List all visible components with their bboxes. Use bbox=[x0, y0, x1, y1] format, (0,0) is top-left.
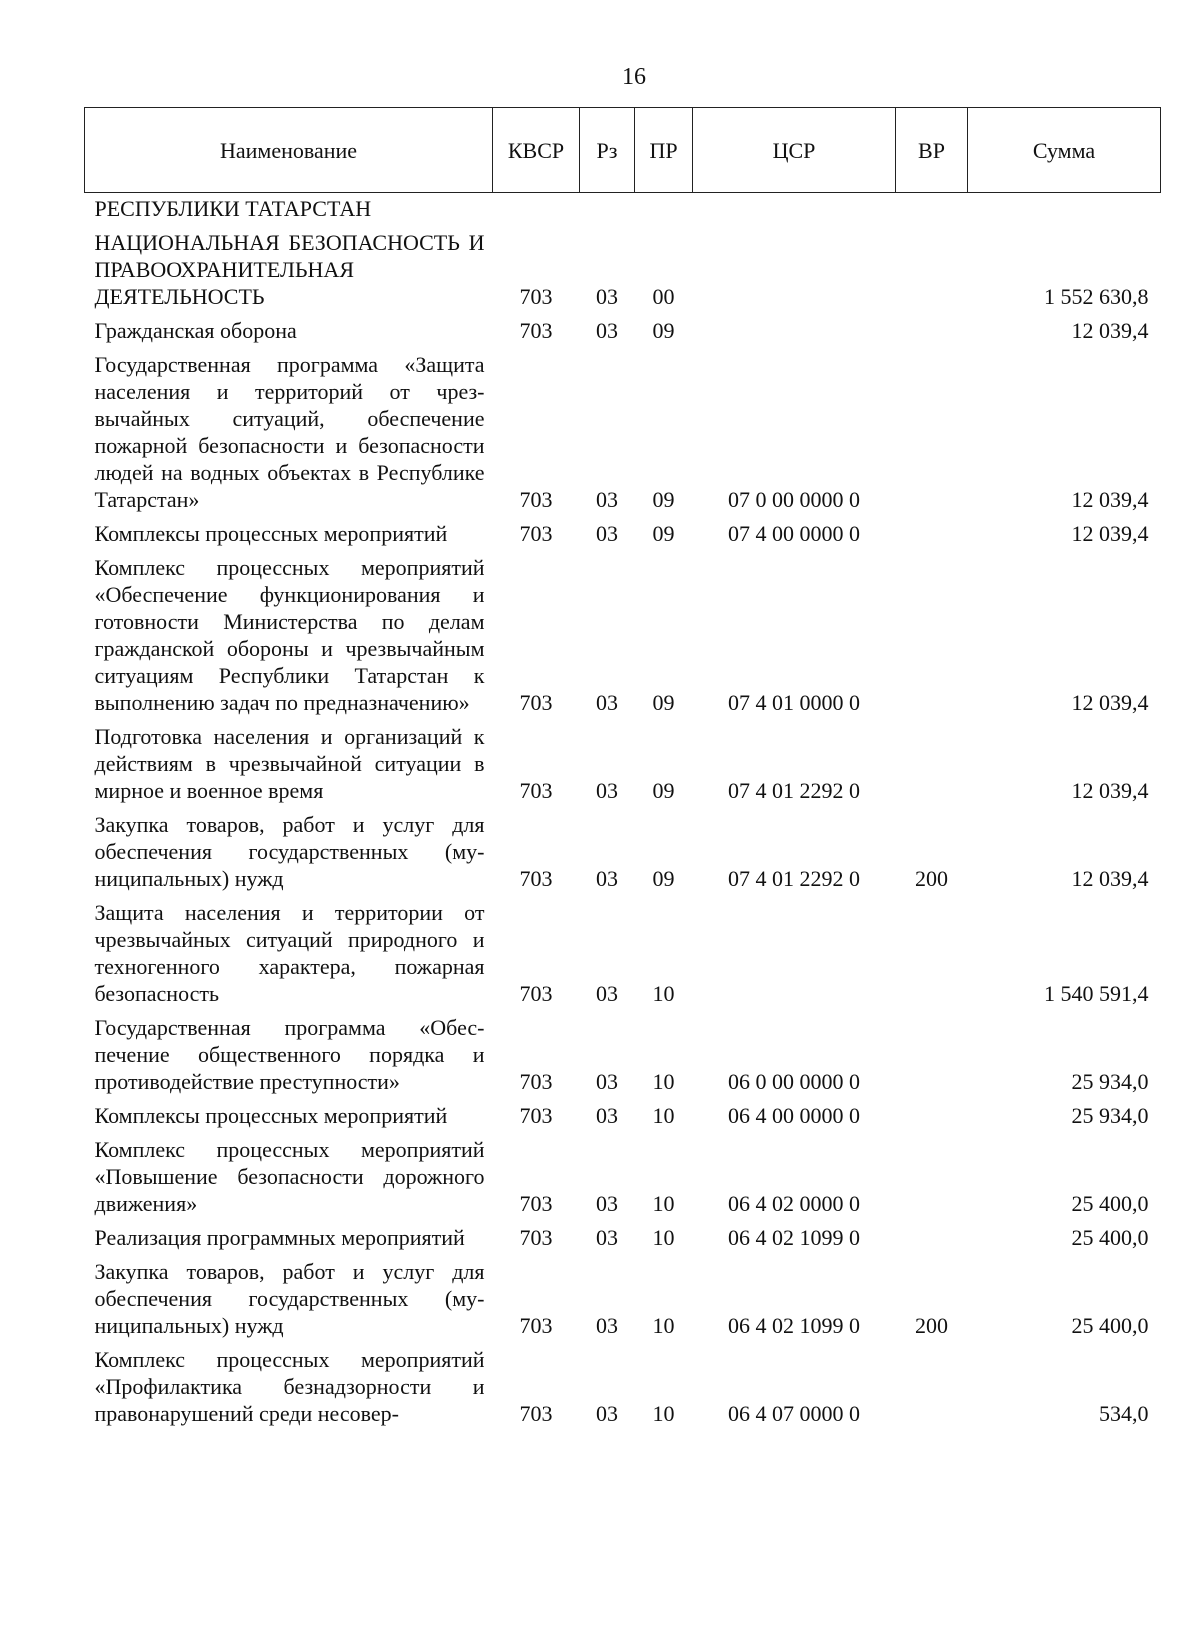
cell-csr: 06 4 07 0000 0 bbox=[728, 1401, 860, 1426]
table-row bbox=[85, 1011, 1161, 1099]
cell-rz: 03 bbox=[596, 487, 618, 512]
cell-vr bbox=[896, 193, 968, 227]
cell-name: НАЦИОНАЛЬНАЯ БЕЗОПАСНОСТЬ И ПРАВООХРАНИТЕЛЬНАЯ ДЕЯТЕЛЬНОСТЬ bbox=[94, 230, 485, 309]
cell-name: Комплекс процессных мероприятий «Обеспечение функционирования и готовности Министерства по делам гражданской обороны и чрезвычайным ситуациям Республики Татарстан к выполнению задач по предназначению» bbox=[94, 555, 485, 715]
cell-vr bbox=[896, 348, 968, 517]
table-row bbox=[85, 1099, 1161, 1133]
cell-vr bbox=[896, 551, 968, 720]
cell-vr bbox=[896, 1011, 968, 1099]
cell-sum: 25 400,0 bbox=[1071, 1191, 1149, 1216]
cell-kvsr: 703 bbox=[519, 1103, 553, 1128]
header-vr: ВР bbox=[896, 108, 968, 193]
cell-vr bbox=[896, 896, 968, 1011]
cell-sum: 12 039,4 bbox=[1071, 521, 1149, 546]
cell-csr: 07 4 01 2292 0 bbox=[728, 778, 860, 803]
header-csr: ЦСР bbox=[693, 108, 896, 193]
cell-csr: 06 4 02 1099 0 bbox=[728, 1225, 860, 1250]
cell-rz: 03 bbox=[596, 521, 618, 546]
cell-sum: 1 552 630,8 bbox=[1044, 284, 1149, 309]
cell-name: Гражданская оборона bbox=[94, 318, 297, 343]
cell-pr: 09 bbox=[652, 778, 675, 803]
cell-sum: 1 540 591,4 bbox=[1044, 981, 1149, 1006]
cell-csr bbox=[693, 193, 896, 227]
cell-kvsr: 703 bbox=[519, 1313, 553, 1338]
cell-pr: 09 bbox=[652, 521, 675, 546]
cell-kvsr bbox=[493, 193, 580, 227]
cell-sum: 12 039,4 bbox=[1071, 866, 1149, 891]
cell-kvsr: 703 bbox=[519, 521, 553, 546]
cell-sum: 25 400,0 bbox=[1071, 1313, 1149, 1338]
table-header bbox=[85, 108, 1161, 193]
cell-kvsr: 703 bbox=[519, 1225, 553, 1250]
table-row bbox=[85, 193, 1161, 227]
cell-rz bbox=[580, 193, 635, 227]
cell-csr: 06 0 00 0000 0 bbox=[728, 1069, 860, 1094]
cell-vr bbox=[896, 1133, 968, 1221]
cell-name: Государственная программа «Защита населения и территорий от чрезвычайных ситуаций, обеспечение пожарной безопасности и безопасности людей на водных объектах в Республике Татарстан» bbox=[94, 352, 485, 512]
cell-csr: 06 4 02 0000 0 bbox=[728, 1191, 860, 1216]
cell-vr bbox=[896, 1099, 968, 1133]
table-row bbox=[85, 1343, 1161, 1431]
cell-kvsr: 703 bbox=[519, 318, 553, 343]
cell-name: РЕСПУБЛИКИ ТАТАРСТАН bbox=[94, 196, 372, 221]
cell-csr bbox=[693, 226, 896, 314]
cell-name: Комплекс процессных мероприятий «Повышение безопасности дорожного движения» bbox=[94, 1137, 485, 1216]
cell-vr bbox=[896, 1343, 968, 1431]
header-sum: Сумма bbox=[968, 108, 1161, 193]
cell-kvsr: 703 bbox=[519, 1191, 553, 1216]
cell-kvsr: 703 bbox=[519, 1401, 553, 1426]
cell-sum: 25 934,0 bbox=[1071, 1103, 1149, 1128]
cell-sum bbox=[968, 193, 1161, 227]
cell-vr bbox=[896, 314, 968, 348]
cell-pr: 10 bbox=[652, 1103, 675, 1128]
cell-rz: 03 bbox=[596, 1313, 618, 1338]
cell-kvsr: 703 bbox=[519, 487, 553, 512]
cell-sum: 12 039,4 bbox=[1071, 487, 1149, 512]
cell-name: Защита населения и территории от чрезвычайных ситуаций природного и техногенного характера, пожарная безопасность bbox=[94, 900, 485, 1006]
cell-csr: 07 4 01 0000 0 bbox=[728, 690, 860, 715]
cell-name: Комплексы процессных мероприятий bbox=[94, 1103, 448, 1128]
cell-rz: 03 bbox=[596, 866, 618, 891]
cell-name: Подготовка населения и организаций к действиям в чрезвычайной ситуации в мирное и военное время bbox=[94, 724, 485, 803]
cell-vr bbox=[896, 517, 968, 551]
cell-pr: 10 bbox=[652, 1191, 675, 1216]
cell-csr bbox=[693, 896, 896, 1011]
cell-rz: 03 bbox=[596, 778, 618, 803]
table-row bbox=[85, 348, 1161, 517]
table-row bbox=[85, 896, 1161, 1011]
cell-csr: 06 4 00 0000 0 bbox=[728, 1103, 860, 1128]
cell-pr: 09 bbox=[652, 866, 675, 891]
cell-rz: 03 bbox=[596, 1401, 618, 1426]
table-row bbox=[85, 1255, 1161, 1343]
table-row bbox=[85, 314, 1161, 348]
table-row bbox=[85, 808, 1161, 896]
header-kvsr: КВСР bbox=[493, 108, 580, 193]
cell-pr bbox=[635, 193, 693, 227]
cell-rz: 03 bbox=[596, 1103, 618, 1128]
cell-csr bbox=[693, 314, 896, 348]
cell-name: Закупка товаров, работ и услуг для обеспечения государственных (муниципальных) нужд bbox=[94, 812, 485, 891]
cell-csr: 06 4 02 1099 0 bbox=[728, 1313, 860, 1338]
cell-sum: 534,0 bbox=[1099, 1401, 1149, 1426]
table-body bbox=[85, 193, 1161, 1432]
budget-table bbox=[84, 107, 1161, 1431]
cell-sum: 12 039,4 bbox=[1071, 318, 1149, 343]
cell-pr: 10 bbox=[652, 1313, 675, 1338]
cell-rz: 03 bbox=[596, 981, 618, 1006]
cell-pr: 09 bbox=[652, 318, 675, 343]
cell-rz: 03 bbox=[596, 284, 618, 309]
table-row bbox=[85, 720, 1161, 808]
cell-rz: 03 bbox=[596, 1225, 618, 1250]
cell-vr bbox=[896, 1221, 968, 1255]
cell-csr: 07 4 01 2292 0 bbox=[728, 866, 860, 891]
cell-name: Реализация программных мероприятий bbox=[94, 1225, 465, 1250]
table-row bbox=[85, 226, 1161, 314]
page-number: 16 bbox=[622, 64, 646, 90]
cell-kvsr: 703 bbox=[519, 981, 553, 1006]
cell-rz: 03 bbox=[596, 1191, 618, 1216]
table-row bbox=[85, 517, 1161, 551]
cell-rz: 03 bbox=[596, 1069, 618, 1094]
cell-sum: 12 039,4 bbox=[1071, 778, 1149, 803]
cell-pr: 10 bbox=[652, 981, 675, 1006]
header-pr: ПР bbox=[635, 108, 693, 193]
cell-kvsr: 703 bbox=[519, 690, 553, 715]
table-row bbox=[85, 1221, 1161, 1255]
cell-pr: 10 bbox=[652, 1069, 675, 1094]
cell-csr: 07 4 00 0000 0 bbox=[728, 521, 860, 546]
cell-name: Комплексы процессных мероприятий bbox=[94, 521, 448, 546]
cell-pr: 00 bbox=[652, 284, 675, 309]
cell-sum: 25 400,0 bbox=[1071, 1225, 1149, 1250]
cell-csr: 07 0 00 0000 0 bbox=[728, 487, 860, 512]
cell-rz: 03 bbox=[596, 690, 618, 715]
cell-name: Закупка товаров, работ и услуг для обеспечения государственных (муниципальных) нужд bbox=[94, 1259, 485, 1338]
cell-pr: 10 bbox=[652, 1401, 675, 1426]
cell-vr bbox=[896, 226, 968, 314]
cell-name: Комплекс процессных мероприятий «Профилактика безнадзорности и правонарушений среди несовер- bbox=[94, 1347, 485, 1426]
cell-vr: 200 bbox=[915, 866, 948, 891]
table-row bbox=[85, 551, 1161, 720]
cell-sum: 25 934,0 bbox=[1071, 1069, 1149, 1094]
cell-name: Государственная программа «Обеспечение общественного порядка и противодействие преступности» bbox=[94, 1015, 485, 1094]
cell-pr: 09 bbox=[652, 487, 675, 512]
cell-rz: 03 bbox=[596, 318, 618, 343]
header-rz: Рз bbox=[580, 108, 635, 193]
cell-kvsr: 703 bbox=[519, 1069, 553, 1094]
table-row bbox=[85, 1133, 1161, 1221]
cell-kvsr: 703 bbox=[519, 778, 553, 803]
cell-pr: 10 bbox=[652, 1225, 675, 1250]
cell-pr: 09 bbox=[652, 690, 675, 715]
cell-kvsr: 703 bbox=[519, 866, 553, 891]
header-name: Наименование bbox=[85, 108, 493, 193]
cell-vr bbox=[896, 720, 968, 808]
cell-sum: 12 039,4 bbox=[1071, 690, 1149, 715]
cell-kvsr: 703 bbox=[519, 284, 553, 309]
cell-vr: 200 bbox=[915, 1313, 948, 1338]
